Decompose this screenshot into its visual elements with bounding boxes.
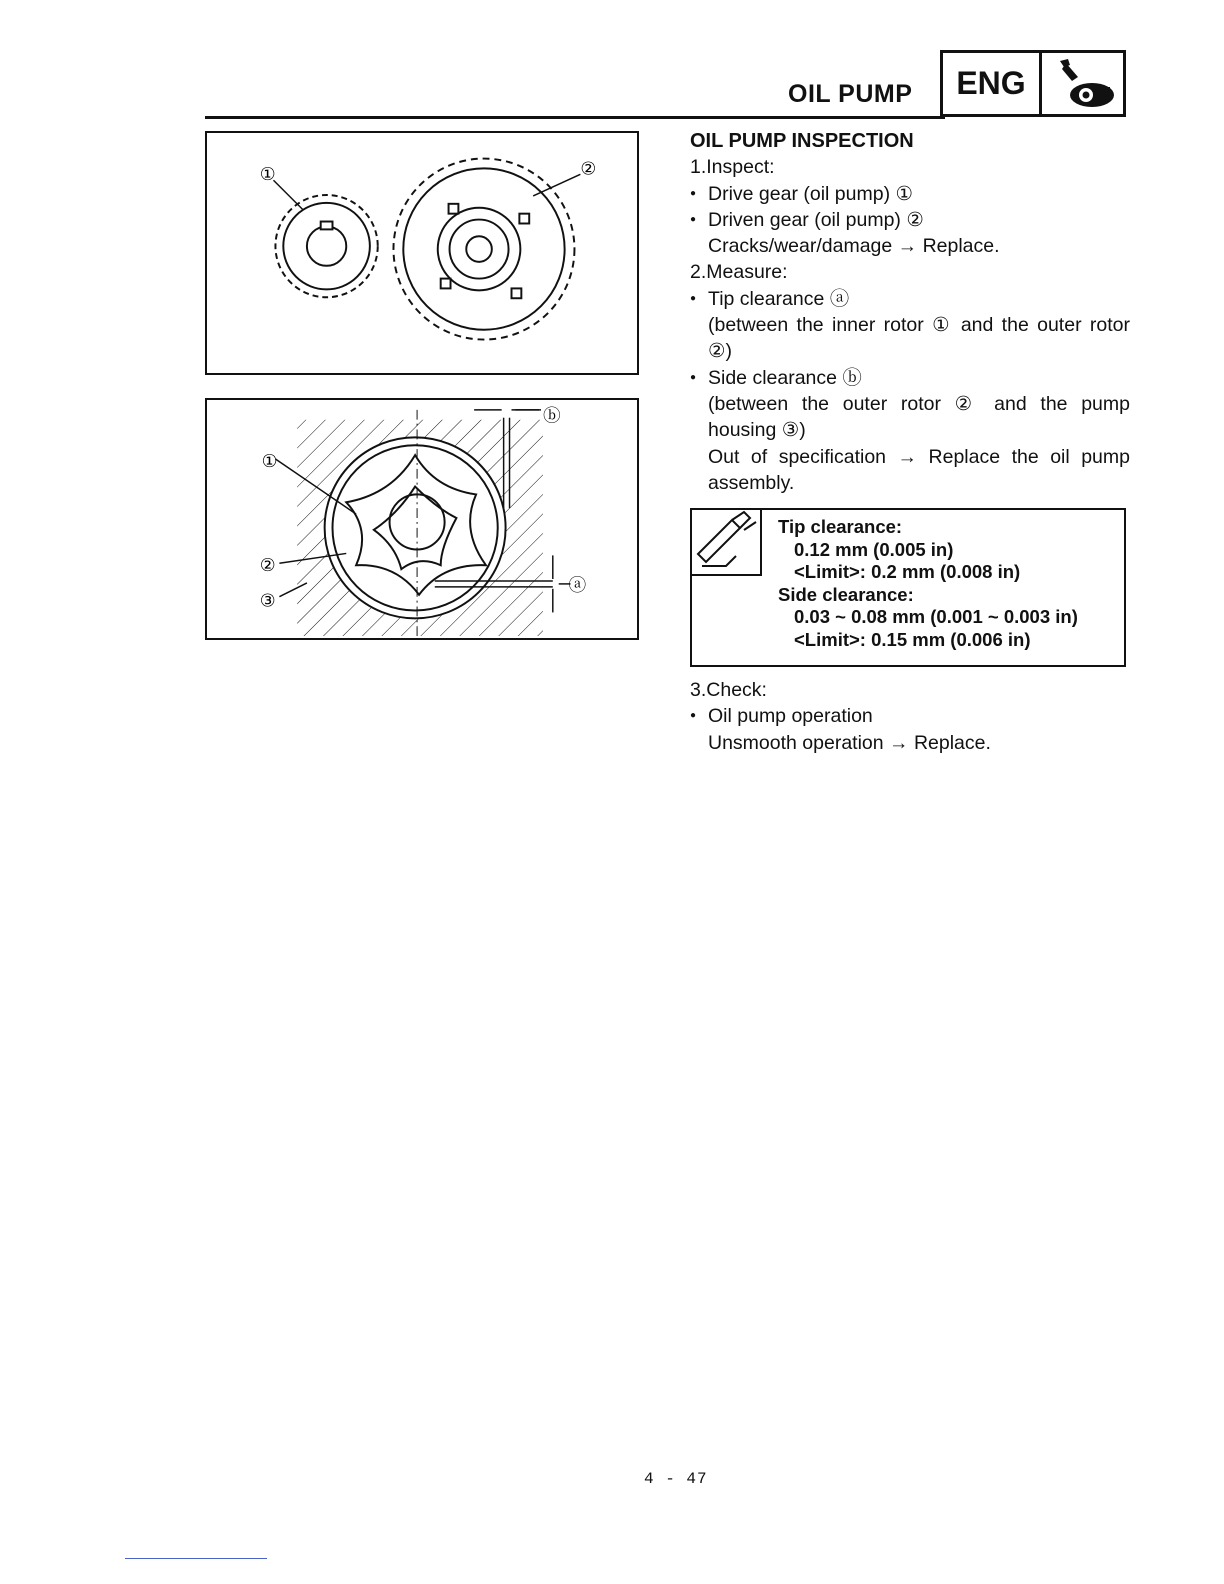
tip-value: 0.12 mm (0.005 in) (794, 538, 954, 560)
spec-lines (778, 516, 1078, 651)
bullet-oil-pump-operation: ● Oil pump operation (690, 703, 1130, 729)
page-title: OIL PUMP (788, 80, 913, 108)
section-badge (940, 50, 1126, 117)
driven-gear-shape (393, 159, 574, 340)
callout-3: ③ (259, 591, 276, 612)
bullet-side-clearance: ● Side clearance ⓑ (690, 365, 1130, 391)
callout-2: ② (259, 556, 276, 577)
section-title: OIL PUMP INSPECTION (690, 130, 914, 152)
inspection-text (690, 128, 1130, 496)
step-3-note: Unsmooth operation → Replace. (708, 731, 991, 754)
step-2-note: Out of specification → Replace the oil pump assembly. (708, 445, 1130, 494)
callout-2: ② (580, 159, 597, 180)
callout-1: ① (259, 165, 276, 186)
check-text (690, 677, 1130, 756)
side-clearance-detail: (between the outer rotor ② and the pump housing ③) (708, 392, 1130, 442)
gear-figure (205, 131, 639, 375)
callout-a: ⓐ (568, 575, 587, 596)
callout-1: ① (261, 451, 278, 472)
badge-label: ENG (943, 53, 1042, 114)
side-label: Side clearance: (778, 583, 914, 605)
engine-wrench-icon (1042, 53, 1123, 114)
step-3: 3.Check: (690, 679, 767, 701)
drive-gear-shape (275, 195, 377, 297)
step-2: 2.Measure: (690, 261, 788, 284)
tip-label: Tip clearance: (778, 516, 903, 537)
bullet-driven-gear: ● Driven gear (oil pump) ② (690, 207, 1130, 233)
callout-b: ⓑ (542, 406, 561, 427)
bottom-line (125, 1558, 267, 1559)
bullet-tip-clearance: ● Tip clearance ⓐ (690, 286, 1130, 312)
side-value: 0.03 ~ 0.08 mm (0.001 ~ 0.003 in) (794, 606, 1078, 627)
caliper-icon (692, 510, 762, 576)
header-rule (205, 116, 945, 119)
spec-box (690, 508, 1126, 667)
tip-limit: <Limit>: 0.2 mm (0.008 in) (794, 561, 1021, 582)
step-1: 1.Inspect: (690, 156, 775, 179)
side-limit: <Limit>: 0.15 mm (0.006 in) (794, 628, 1031, 650)
page-number: 4 - 47 (644, 1470, 708, 1488)
step-1-note: Cracks/wear/damage → Replace. (708, 235, 1000, 258)
rotor-figure (205, 398, 639, 640)
bullet-drive-gear: ● Drive gear (oil pump) ① (690, 181, 1130, 207)
tip-clearance-detail: (between the inner rotor ① and the outer rotor ②) (708, 314, 1130, 363)
